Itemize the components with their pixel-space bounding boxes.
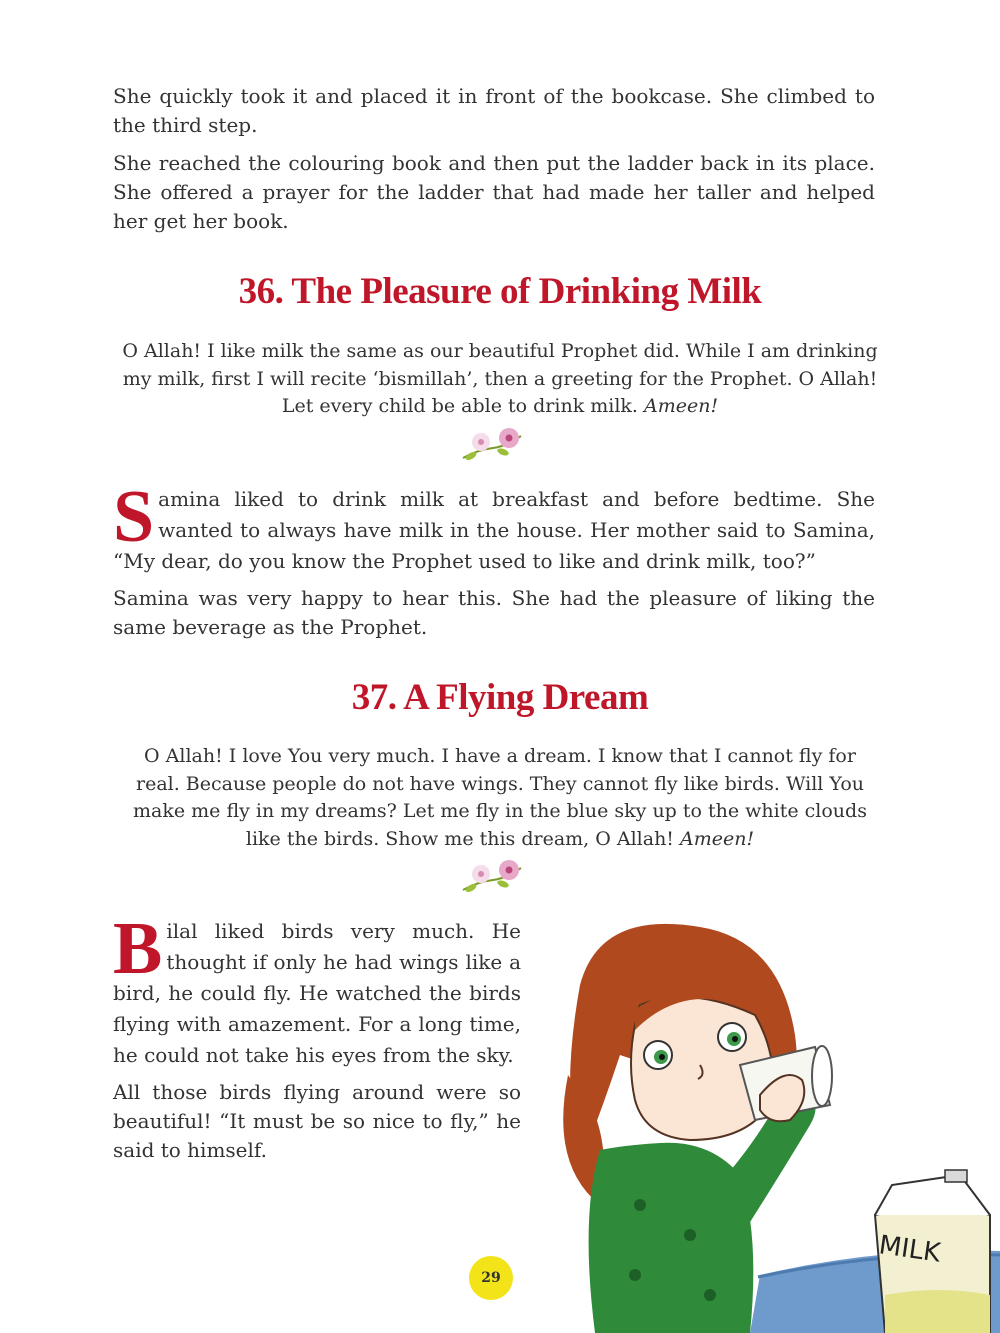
milk-carton-label: MILK — [877, 1230, 943, 1269]
story-37-prayer — [120, 743, 880, 853]
intro-paragraph-2: She reached the colouring book and then put the ladder back in its place. She offered a prayer for the ladder that had made her taller and helped her get her book. — [113, 151, 875, 233]
intro-paragraph-1: She quickly took it and placed it in front of the bookcase. She climbed to the third step. — [113, 84, 875, 137]
story-37-paragraph-2: All those birds flying around were so beautiful! “It must be so nice to fly,” he said to himself. — [113, 1080, 521, 1162]
girl-drinking-milk-illustration — [540, 915, 1000, 1333]
story-37-title: 37. A Flying Dream — [351, 677, 649, 718]
story-36-prayer — [120, 338, 880, 421]
story-36-title: 36. The Pleasure of Drinking Milk — [238, 271, 762, 312]
story-36-prayer-text: O Allah! I like milk the same as our beautiful Prophet did. While I am drinking my milk, first I will recite ‘bismillah’, then a greeting for the Prophet. O Allah! Let every child be able to drink milk. — [122, 340, 878, 417]
story-36-dropcap: S — [113, 476, 155, 558]
story-36-paragraph-1 — [113, 476, 875, 577]
flower-ornament-icon — [457, 424, 529, 464]
flower-ornament-icon — [457, 856, 529, 896]
story-36-paragraph-1-text: amina liked to drink milk at breakfast and before bedtime. She wanted to always have milk in the house. Her mother said to Samina, “My dear, do you know the Prophet used to like and drink milk, too?” — [113, 487, 875, 573]
page-number-badge: 29 — [469, 1256, 513, 1300]
story-36-paragraph-2: Samina was very happy to hear this. She had the pleasure of liking the same beverage as the Prophet. — [113, 586, 875, 639]
story-37-paragraph-1-text: ilal liked birds very much. He thought if only he had wings like a bird, he could fly. He watched the birds flying with amazement. For a long time, he could not take his eyes from the sky. — [113, 919, 521, 1067]
story-37-prayer-ending: Ameen! — [680, 827, 755, 850]
story-37-paragraph-1 — [113, 908, 521, 1071]
story-37-dropcap: B — [113, 908, 163, 990]
story-37-prayer-text: O Allah! I love You very much. I have a dream. I know that I cannot fly for real. Because people do not have wings. They cannot fly like birds. Will You make me fly in my dreams? Let me fly in the blue sky up to the white clouds like the birds. Show me this dream, O Allah! — [133, 745, 867, 850]
story-36-prayer-ending: Ameen! — [644, 395, 719, 417]
